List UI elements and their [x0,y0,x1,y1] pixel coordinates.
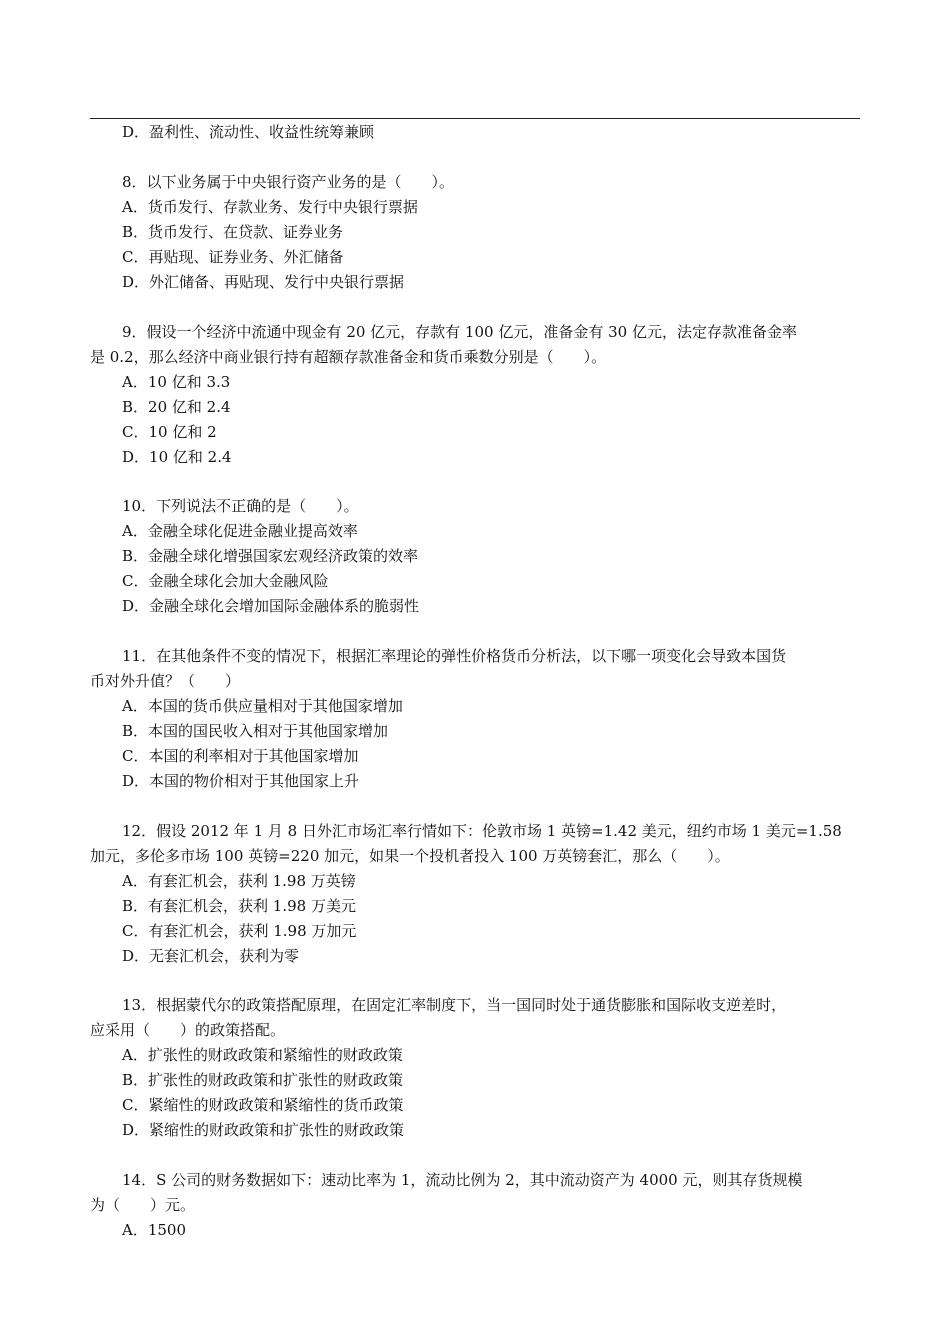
question-9-option-c: C．10 亿和 2 [122,423,217,441]
question-9-stem-cont: 是 0.2，那么经济中商业银行持有超额存款准备金和货币乘数分别是（ ）。 [90,348,607,366]
question-14-stem-cont: 为（ ）元。 [90,1196,196,1214]
question-8-option-a: A．货币发行、存款业务、发行中央银行票据 [122,198,418,216]
question-12-option-d: D．无套汇机会，获利为零 [122,947,300,965]
question-11-stem-cont: 币对外升值？（ ） [90,672,241,690]
question-13-option-b: B．扩张性的财政政策和扩张性的财政政策 [122,1071,404,1089]
question-9-option-a: A．10 亿和 3.3 [122,373,231,391]
question-12-stem-cont: 加元，多伦多市场 100 英镑=220 加元，如果一个投机者投入 100 万英镑套汇，那么（ ）。 [90,847,730,865]
question-8-option-c: C．再贴现、证券业务、外汇储备 [122,248,344,266]
question-10-option-c: C．金融全球化会加大金融风险 [122,572,329,590]
question-13-option-c: C．紧缩性的财政政策和紧缩性的货币政策 [122,1096,404,1114]
question-13-stem-cont: 应采用（ ）的政策搭配。 [90,1021,286,1039]
question-13-option-a: A．扩张性的财政政策和紧缩性的财政政策 [122,1046,403,1064]
question-12-stem: 12．假设 2012 年 1 月 8 日外汇市场汇率行情如下：伦敦市场 1 英镑=1.42 美元，纽约市场 1 美元=1.58 [122,822,842,840]
question-10-option-a: A．金融全球化促进金融业提高效率 [122,522,358,540]
question-8-option-d: D．外汇储备、再贴现、发行中央银行票据 [122,273,405,291]
question-12-option-a: A．有套汇机会，获利 1.98 万英镑 [122,872,356,890]
carryover-option: D．盈利性、流动性、收益性统筹兼顾 [122,123,375,141]
question-14-stem: 14．S 公司的财务数据如下：速动比率为 1，流动比例为 2，其中流动资产为 4000 元，则其存货规模 [122,1171,803,1189]
header-rule [90,118,860,119]
question-13-option-d: D．紧缩性的财政政策和扩张性的财政政策 [122,1121,405,1139]
question-8-option-b: B．货币发行、在贷款、证券业务 [122,223,344,241]
question-11-option-b: B．本国的国民收入相对于其他国家增加 [122,722,389,740]
question-9-option-b: B．20 亿和 2.4 [122,398,231,416]
question-11-option-a: A．本国的货币供应量相对于其他国家增加 [122,697,403,715]
question-10-stem: 10．下列说法不正确的是（ ）。 [122,497,359,515]
question-11-option-d: D．本国的物价相对于其他国家上升 [122,772,360,790]
question-12-option-c: C．有套汇机会，获利 1.98 万加元 [122,922,357,940]
question-10-option-b: B．金融全球化增强国家宏观经济政策的效率 [122,547,419,565]
question-9-stem: 9．假设一个经济中流通中现金有 20 亿元，存款有 100 亿元，准备金有 30 亿元，法定存款准备金率 [122,323,797,341]
question-11-stem: 11．在其他条件不变的情况下，根据汇率理论的弹性价格货币分析法，以下哪一项变化会导致本国货 [122,647,787,665]
question-9-option-d: D．10 亿和 2.4 [122,448,232,466]
question-8-stem: 8．以下业务属于中央银行资产业务的是（ ）。 [122,173,455,191]
question-11-option-c: C．本国的利率相对于其他国家增加 [122,747,359,765]
question-12-option-b: B．有套汇机会，获利 1.98 万美元 [122,897,356,915]
question-14-option-a: A．1500 [122,1221,187,1239]
question-10-option-d: D．金融全球化会增加国际金融体系的脆弱性 [122,597,420,615]
question-13-stem: 13．根据蒙代尔的政策搭配原理，在固定汇率制度下，当一国同时处于通货膨胀和国际收支逆差时， [122,996,787,1014]
